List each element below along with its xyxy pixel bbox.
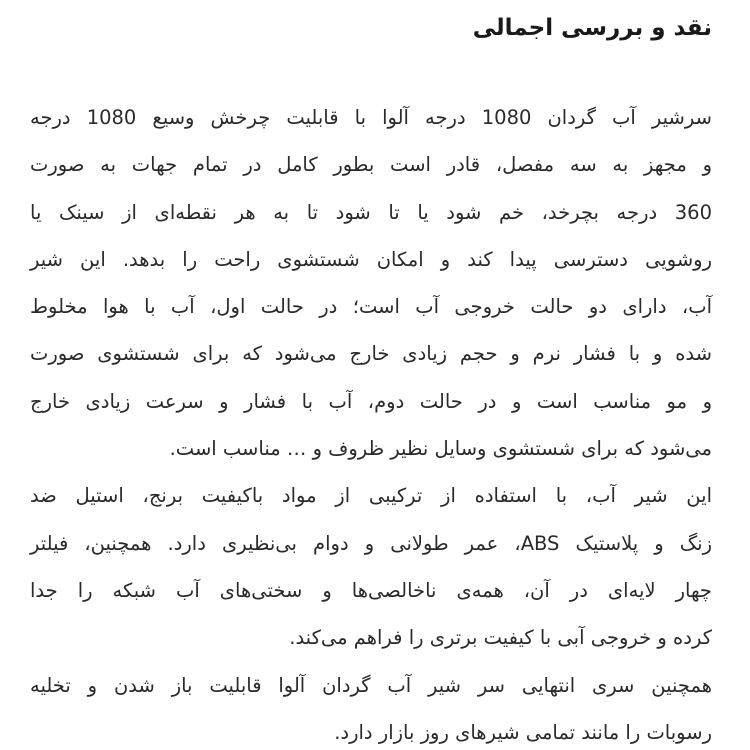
text-line: روشویی دسترسی پیدا کند و امکان شستشوی راحت را بدهد. این شیر: [30, 247, 712, 271]
text-line: زنگ و پلاستیک ABS، عمر طولانی و دوام بی‌نظیری دارد. همچنین، فیلتر: [30, 531, 712, 555]
text-line: شده و با فشار نرم و حجم زیادی خارج می‌شود که برای شستشوی صورت: [30, 342, 712, 366]
paragraph-rotation-and-modes: [30, 94, 712, 472]
paragraph-sediment-cleaning: [30, 662, 712, 750]
text-line: این شیر آب، با استفاده از ترکیبی از مواد باکیفیت برنج، استیل ضد: [30, 484, 712, 508]
text-line: می‌شود که برای شستشوی وسایل نظیر ظروف و … مناسب است.: [169, 437, 712, 461]
review-body: [30, 94, 712, 750]
paragraph-materials-and-filter: [30, 472, 712, 661]
section-heading: نقد و بررسی اجمالی: [472, 15, 712, 41]
text-line: سرشیر آب گردان 1080 درجه آلوا با قابلیت چرخش وسیع 1080 درجه: [30, 106, 712, 129]
text-line: و مو مناسب است و در حالت دوم، آب با فشار و سرعت زیادی خارج: [30, 389, 712, 413]
text-line: آب، دارای دو حالت خروجی آب است؛ در حالت اول، آب با هوا مخلوط: [30, 295, 712, 319]
text-line: همچنین سری انتهایی سر شیر آب گردان آلوا قابلیت باز شدن و تخلیه: [30, 673, 712, 697]
text-line: چهار لایه‌ای در آن، همه‌ی ناخالصی‌ها و سختی‌های آب شبکه را جدا: [30, 578, 712, 602]
text-line: کرده و خروجی آبی با کیفیت برتری را فراهم می‌کند.: [289, 626, 712, 650]
text-line: و مجهز به سه مفصل، قادر است بطور کامل در تمام جهات به صورت: [30, 153, 712, 177]
text-line: 360 درجه بچرخد، خم شود یا تا شود تا به هر نقطه‌ای از سینک یا: [30, 200, 712, 224]
text-line: رسوبات را مانند تمامی شیرهای روز بازار دارد.: [334, 720, 712, 744]
